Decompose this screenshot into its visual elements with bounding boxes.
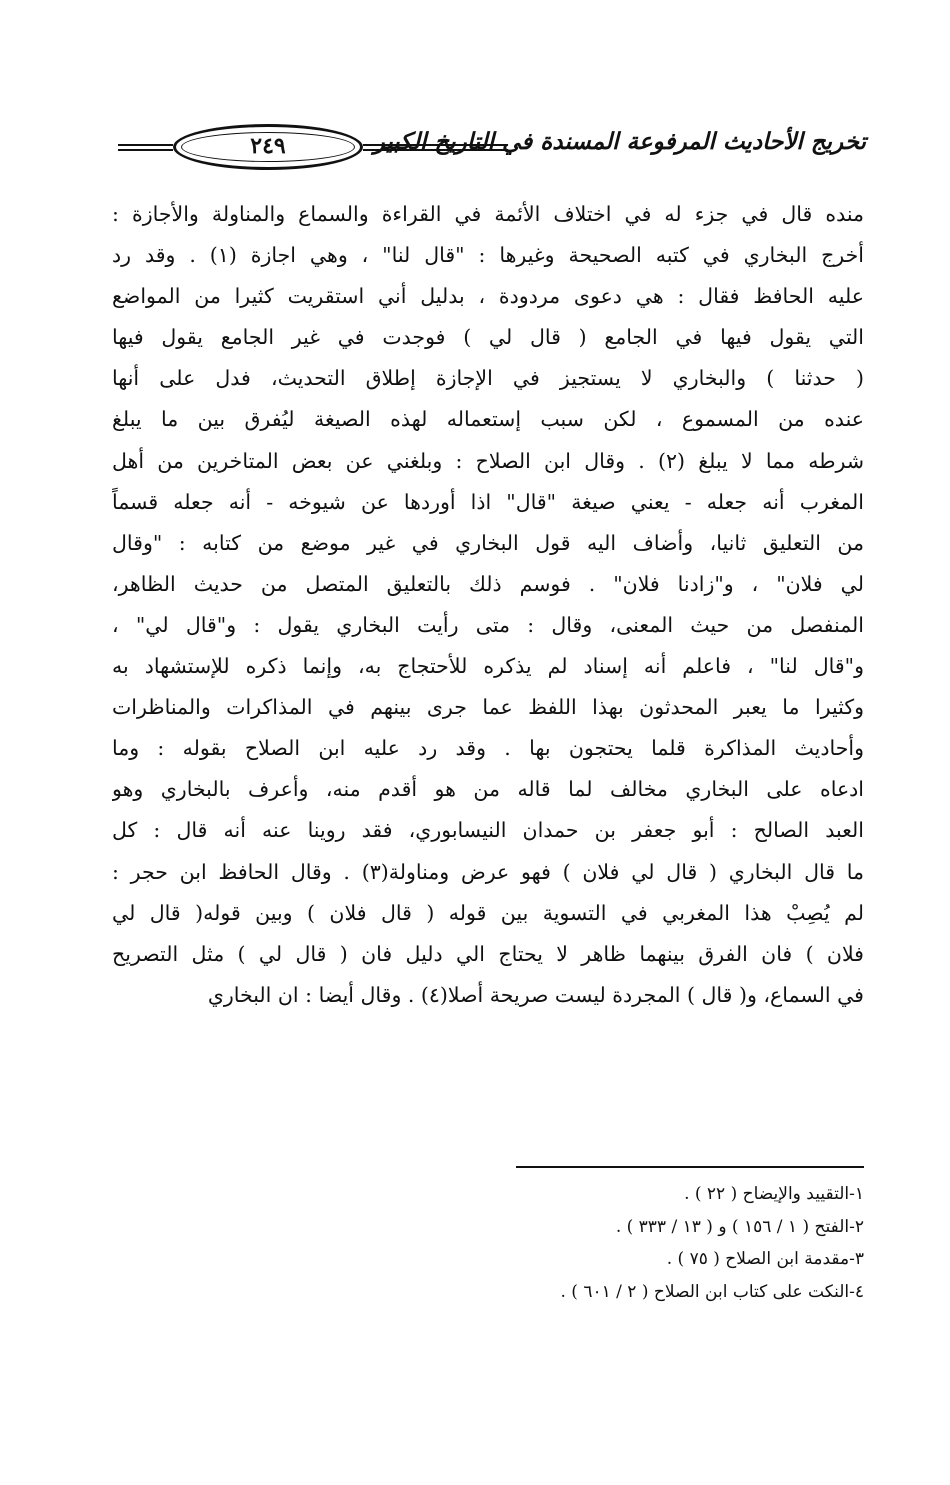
text-line: لي فلان" ، و"زادنا فلان" . فوسم ذلك بالتعليق المتصل من حديث الظاهر، — [112, 571, 864, 596]
text-line: ( حدثنا ) والبخاري لا يستجيز في الإجازة إطلاق التحديث، فدل على أنها — [112, 366, 864, 391]
text-line: التي يقول فيها في الجامع ( قال لي ) فوجدت في غير الجامع يقول فيها — [112, 325, 864, 350]
footnotes — [304, 1178, 864, 1308]
main-text — [112, 194, 864, 1016]
header-rule-left — [118, 144, 173, 151]
footnote-separator — [516, 1166, 864, 1168]
running-header — [118, 120, 866, 176]
text-line: عنده من المسموع ، لكن سبب إستعماله لهذه الصيغة ليُفرق بين ما يبلغ — [112, 407, 864, 432]
text-line: وكثيرا ما يعبر المحدثون بهذا اللفظ عما جرى بينهم في المذاكرات والمناظرات — [112, 695, 864, 720]
page-number: ٢٤٩ — [250, 133, 286, 159]
footnote: ٤-النكت على كتاب ابن الصلاح ( ٢ / ٦٠١ ) . — [560, 1281, 864, 1302]
text-line: و"قال لنا" ، فاعلم أنه إسناد لم يذكره للأحتجاج به، وإنما ذكره للإستشهاد به — [112, 654, 864, 679]
text-line: لم يُصِبْ هذا المغربي في التسوية بين قوله ( قال فلان ) وبين قوله( قال لي — [112, 900, 864, 925]
text-line: عليه الحافظ فقال : هي دعوى مردودة ، بدليل أني استقريت كثيرا من المواضع — [112, 284, 864, 309]
text-line: المنفصل من حيث المعنى، وقال : متى رأيت البخاري يقول : و"قال لي" ، — [112, 612, 864, 637]
text-line: أخرج البخاري في كتبه الصحيحة وغيرها : "قال لنا" ، وهي اجازة (١) . وقد رد — [112, 243, 864, 268]
text-line: من التعليق ثانيا، وأضاف اليه قول البخاري في غير موضع من كتابه : "وقال — [112, 530, 864, 555]
text-line: في السماع، و( قال ) المجردة ليست صريحة أصلا(٤) . وقال أيضا : ان البخاري — [207, 982, 864, 1007]
footnote: ٣-مقدمة ابن الصلاح ( ٧٥ ) . — [666, 1249, 864, 1269]
footnote: ١-التقييد والإيضاح ( ٢٢ ) . — [684, 1184, 864, 1204]
book-title: تخريج الأحاديث المرفوعة المسندة في التاريخ الكبير — [373, 128, 866, 155]
text-line: منده قال في جزء له في اختلاف الأئمة في القراءة والسماع والمناولة والأجازة : — [112, 202, 864, 226]
text-line: العبد الصالح : أبو جعفر بن حمدان النيسابوري، فقد روينا عنه أنه قال : كل — [112, 818, 864, 843]
text-line: شرطه مما لا يبلغ (٢) . وقال ابن الصلاح : وبلغني عن بعض المتاخرين من أهل — [112, 448, 864, 473]
footnote: ٢-الفتح ( ١ / ١٥٦ ) و ( ١٣ / ٣٣٣ ) . — [615, 1216, 864, 1237]
text-line: وأحاديث المذاكرة قلما يحتجون بها . وقد رد عليه ابن الصلاح بقوله : وما — [112, 736, 864, 761]
text-line: ادعاه على البخاري مخالف لما قاله من هو أقدم منه، وأعرف بالبخاري وهو — [112, 777, 864, 802]
text-line: المغرب أنه جعله - يعني صيغة "قال" اذا أوردها عن شيوخه - أنه جعله قسماً — [112, 489, 864, 514]
text-line: فلان ) فان الفرق بينهما ظاهر لا يحتاج الي دليل فان ( قال لي ) مثل التصريح — [112, 941, 864, 966]
page-number-oval — [173, 124, 363, 170]
text-line: ما قال البخاري ( قال لي فلان ) فهو عرض ومناولة(٣) . وقال الحافظ ابن حجر : — [112, 859, 864, 884]
